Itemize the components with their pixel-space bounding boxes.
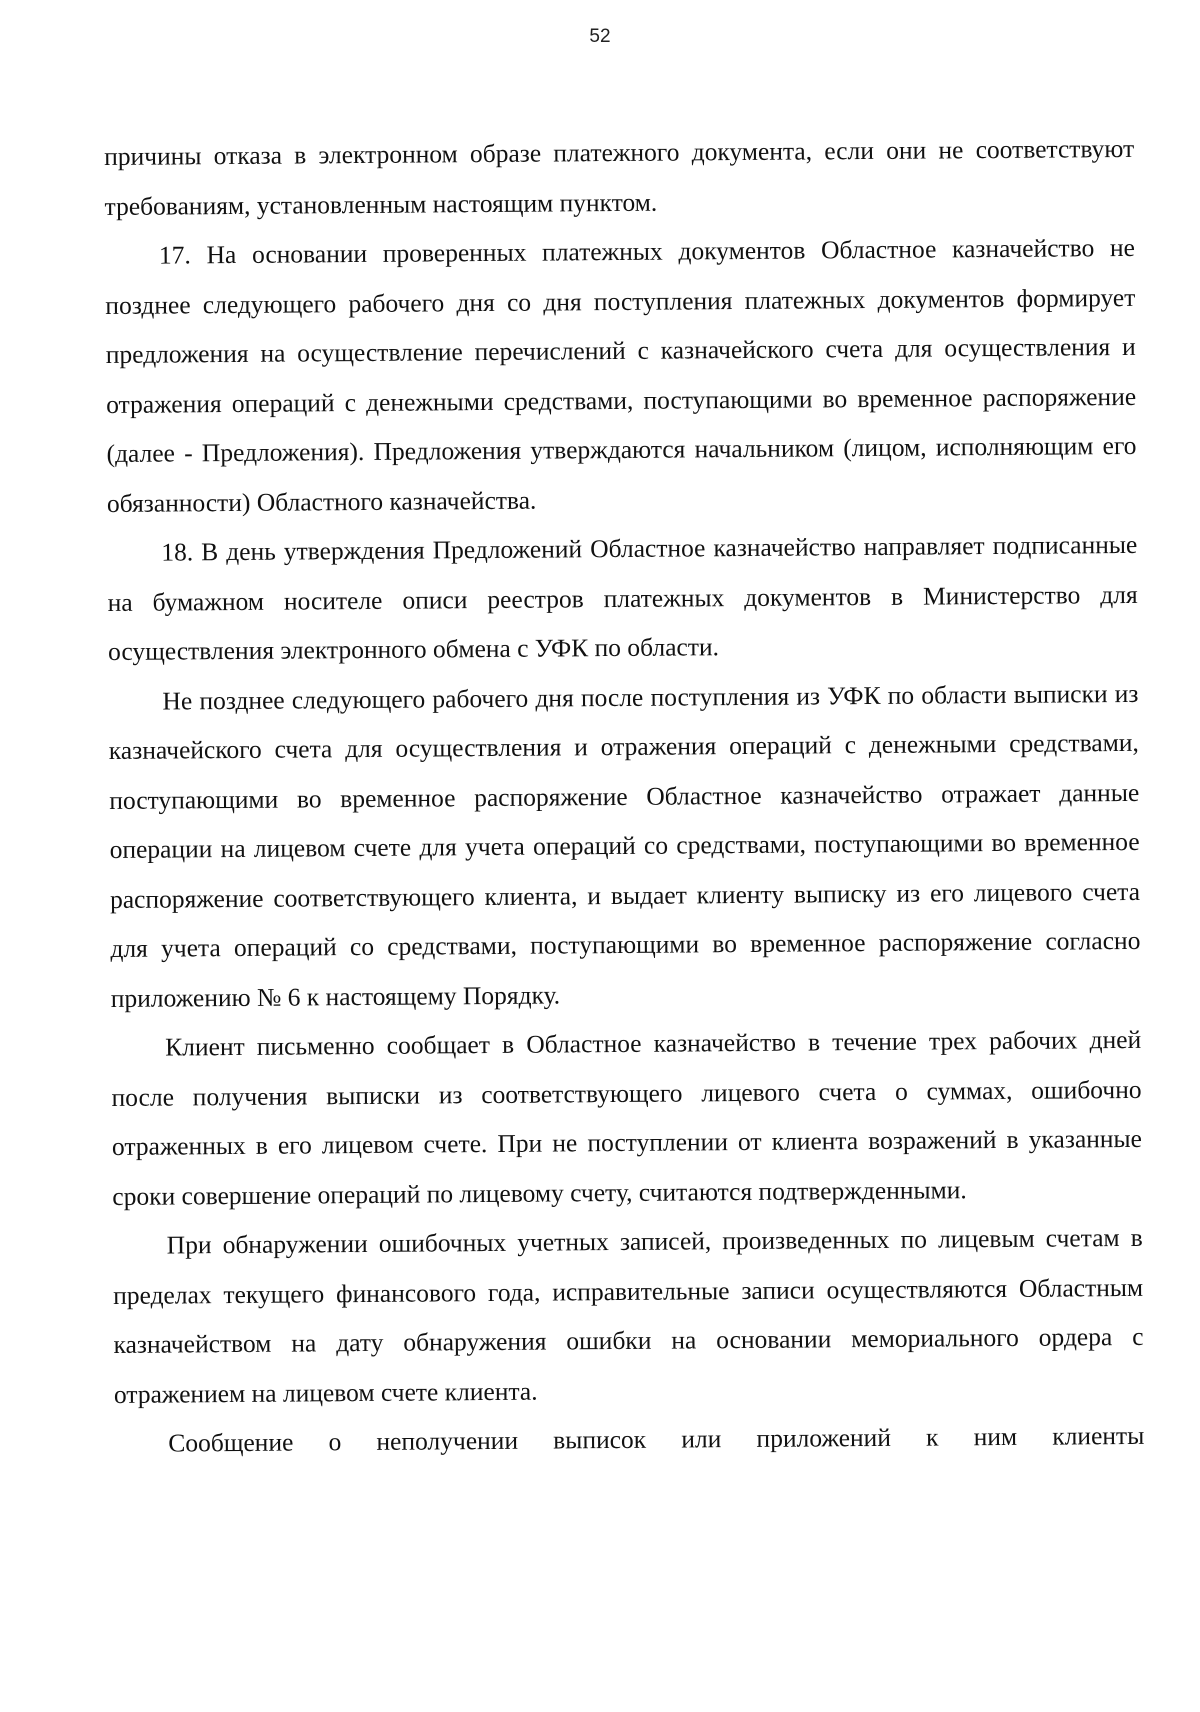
paragraph-error-correction: При обнаружении ошибочных учетных записей, произведенных по лицевым счетам в пределах текущего финансового года, исправительные записи осуществляются Областным казначейством на дату обнаружения ошибки на основании мемориального ордера с отражением на лицевом счете клиента. (113, 1222, 1144, 1409)
paragraph-continuation: причины отказа в электронном образе платежного документа, если они не соответствуют требованиям, установленным настоящим пунктом. (104, 133, 1135, 221)
paragraph-item-17: 17. На основании проверенных платежных документов Областное казначейство не позднее следующего рабочего дня со дня поступления платежных документов формирует предложения на осуществление перечислений с казначейского счета для осуществления и отражения операций с денежными средствами, поступающими во временное распоряжение (далее - Предложения). Предложения утверждаются начальником (лицом, исполняющим его обязанности) Областного казначейства. (105, 232, 1137, 518)
paragraph-client-notification: Клиент письменно сообщает в Областное казначейство в течение трех рабочих дней после получения выписки из соответствующего лицевого счета о суммах, ошибочно отраженных в его лицевом счете. При не поступлении от клиента возражений в указанные сроки совершение операций по лицевому счету, считаются подтвержденными. (111, 1024, 1143, 1211)
document-body (104, 124, 1144, 1469)
paragraph-missing-statements: Сообщение о неполучении выписок или приложений к ним клиенты (168, 1420, 1145, 1458)
paragraph-item-18: 18. В день утверждения Предложений Областное казначейство направляет подписанные на бумажном носителе описи реестров платежных документов в Министерство для осуществления электронного обмена с УФК по области. (107, 529, 1138, 666)
paragraph-statement-processing: Не позднее следующего рабочего дня после поступления из УФК по области выписки из казначейского счета для осуществления и отражения операций с денежными средствами, поступающими во временное распоряжение Областное казначейство отражает данные операции на лицевом счете для учета операций со средствами, поступающими во временное распоряжение соответствующего клиента, и выдает клиенту выписку из его лицевого счета для учета операций со средствами, поступающими во временное распоряжение согласно приложению № 6 к настоящему Порядку. (108, 678, 1141, 1013)
page-number: 52 (589, 26, 611, 47)
